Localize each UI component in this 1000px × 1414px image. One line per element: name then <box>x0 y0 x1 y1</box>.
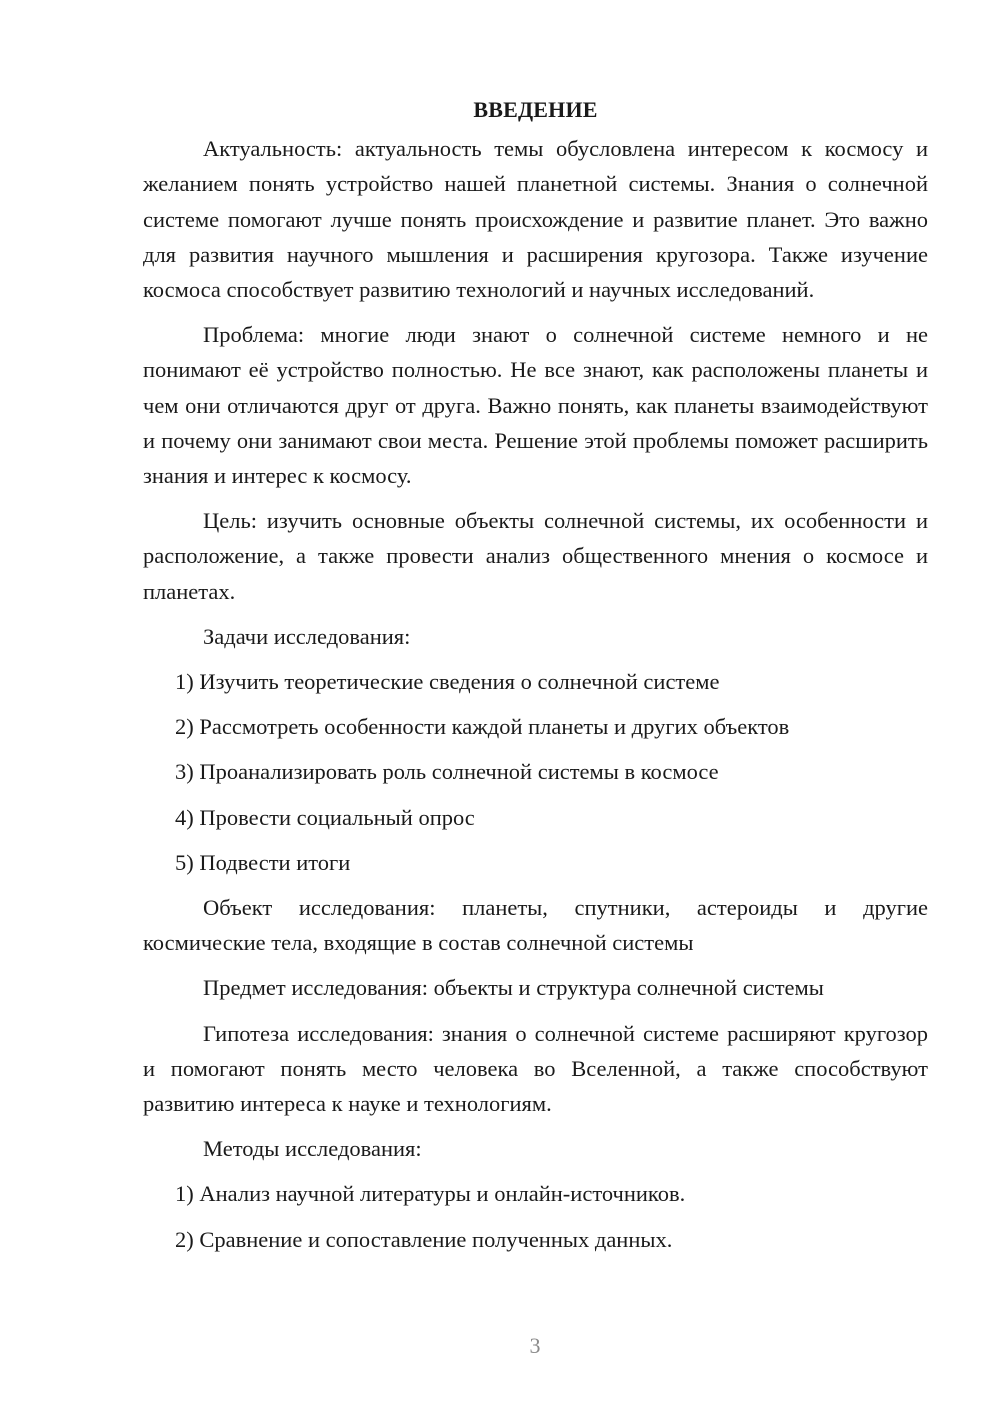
object-paragraph: Объект исследования: планеты, спутники, астероиды и другие космические тела, входящие в состав солнечной системы <box>143 895 928 956</box>
methods-list <box>143 1176 928 1256</box>
page-title: ВВЕДЕНИЕ <box>473 97 598 122</box>
list-item: 2) Сравнение и сопоставление полученных данных. <box>175 1226 673 1252</box>
goal-paragraph: Цель: изучить основные объекты солнечной системы, их особенности и расположение, а также провести анализ общественного мнения о космосе и планетах. <box>143 508 928 604</box>
tasks-heading: Задачи исследования: <box>203 623 411 649</box>
problem-paragraph: Проблема: многие люди знают о солнечной системе немного и не понимают её устройство полностью. Не все знают, как расположены планеты и чем они отличаются друг от друга. Важно понять, как планеты взаимодействуют и почему они занимают свои места. Решение этой проблемы поможет расширить знания и интерес к космосу. <box>143 322 928 489</box>
list-item: 5) Подвести итоги <box>175 849 351 875</box>
page-content <box>143 92 928 1257</box>
relevance-paragraph: Актуальность: актуальность темы обусловлена интересом к космосу и желанием понять устройство нашей планетной системы. Знания о солнечной системе помогают лучше понять происхождение и развитие планет. Это важно для развития научного мышления и расширения кругозора. Также изучение космоса способствует развитию технологий и научных исследований. <box>143 136 928 303</box>
tasks-list <box>143 664 928 880</box>
hypothesis-paragraph: Гипотеза исследования: знания о солнечной системе расширяют кругозор и помогают понять место человека во Вселенной, а также способствуют развитию интереса к науке и технологиям. <box>143 1020 928 1117</box>
list-item: 1) Изучить теоретические сведения о солнечной системе <box>175 669 720 695</box>
list-item: 4) Провести социальный опрос <box>175 804 475 830</box>
list-item: 2) Рассмотреть особенности каждой планеты и других объектов <box>175 714 790 740</box>
methods-heading: Методы исследования: <box>203 1136 422 1162</box>
list-item: 3) Проанализировать роль солнечной системы в космосе <box>175 759 719 785</box>
subject-paragraph: Предмет исследования: объекты и структура солнечной системы <box>203 975 824 1001</box>
list-item: 1) Анализ научной литературы и онлайн-источников. <box>175 1181 686 1207</box>
page-number: 3 <box>529 1333 541 1358</box>
